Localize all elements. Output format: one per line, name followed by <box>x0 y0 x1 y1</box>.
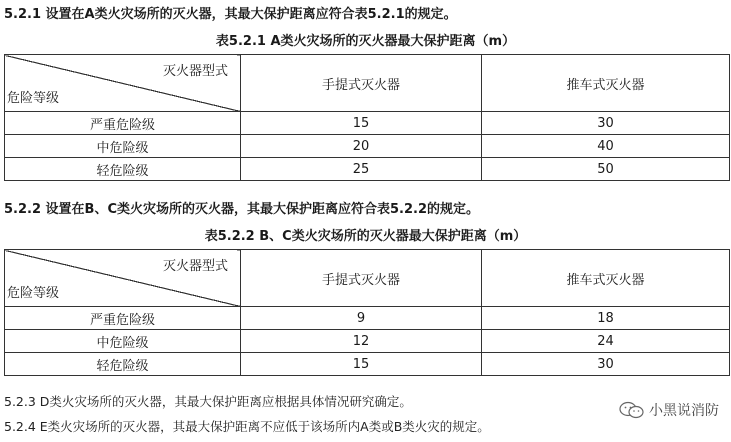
table-row <box>5 330 730 353</box>
table-5-2-1-caption: 表5.2.1 A类火灾场所的灭火器最大保护距离（m） <box>215 34 516 49</box>
row-handheld: 20 <box>241 135 482 158</box>
table-row <box>5 112 730 135</box>
header-type-label: 灭火器型式 <box>162 259 228 274</box>
row-level: 严重危险级 <box>5 112 241 135</box>
row-handheld: 15 <box>241 353 482 376</box>
header-handheld: 手提式灭火器 <box>241 55 482 112</box>
row-cart: 30 <box>482 353 730 376</box>
row-level: 中危险级 <box>5 135 241 158</box>
header-level-label: 危险等级 <box>7 91 60 106</box>
section-5-2-1-heading: 5.2.1 设置在A类火灾场所的灭火器，其最大保护距离应符合表5.2.1的规定。 <box>4 7 457 22</box>
row-level: 轻危险级 <box>5 353 241 376</box>
header-cart: 推车式灭火器 <box>482 250 730 307</box>
diagonal-header-cell <box>5 250 241 307</box>
table-row <box>5 353 730 376</box>
table-row <box>5 158 730 181</box>
row-level: 严重危险级 <box>5 307 241 330</box>
table-5-2-2 <box>4 249 730 376</box>
header-type-label: 灭火器型式 <box>162 64 228 79</box>
header-cart: 推车式灭火器 <box>482 55 730 112</box>
row-handheld: 25 <box>241 158 482 181</box>
row-cart: 50 <box>482 158 730 181</box>
section-5-2-2-heading: 5.2.2 设置在B、C类火灾场所的灭火器，其最大保护距离应符合表5.2.2的规定。 <box>4 202 480 217</box>
table-row <box>5 307 730 330</box>
wechat-icon <box>619 401 645 419</box>
table-header-row <box>5 250 730 307</box>
watermark-text: 小黑说消防 <box>649 403 719 419</box>
row-cart: 24 <box>482 330 730 353</box>
header-handheld: 手提式灭火器 <box>241 250 482 307</box>
watermark <box>619 400 719 420</box>
note-5-2-3: 5.2.3 D类火灾场所的灭火器，其最大保护距离应根据具体情况研究确定。 <box>4 394 412 409</box>
row-handheld: 15 <box>241 112 482 135</box>
row-level: 轻危险级 <box>5 158 241 181</box>
row-cart: 30 <box>482 112 730 135</box>
diagonal-header-cell <box>5 55 241 112</box>
row-handheld: 9 <box>241 307 482 330</box>
table-5-2-1 <box>4 54 730 181</box>
row-level: 中危险级 <box>5 330 241 353</box>
row-cart: 40 <box>482 135 730 158</box>
header-level-label: 危险等级 <box>7 286 60 301</box>
table-row <box>5 135 730 158</box>
note-5-2-4: 5.2.4 E类火灾场所的灭火器，其最大保护距离不应低于该场所内A类或B类火灾的规定。 <box>4 419 490 434</box>
table-header-row <box>5 55 730 112</box>
table-5-2-2-caption: 表5.2.2 B、C类火灾场所的灭火器最大保护距离（m） <box>204 229 527 244</box>
row-cart: 18 <box>482 307 730 330</box>
row-handheld: 12 <box>241 330 482 353</box>
